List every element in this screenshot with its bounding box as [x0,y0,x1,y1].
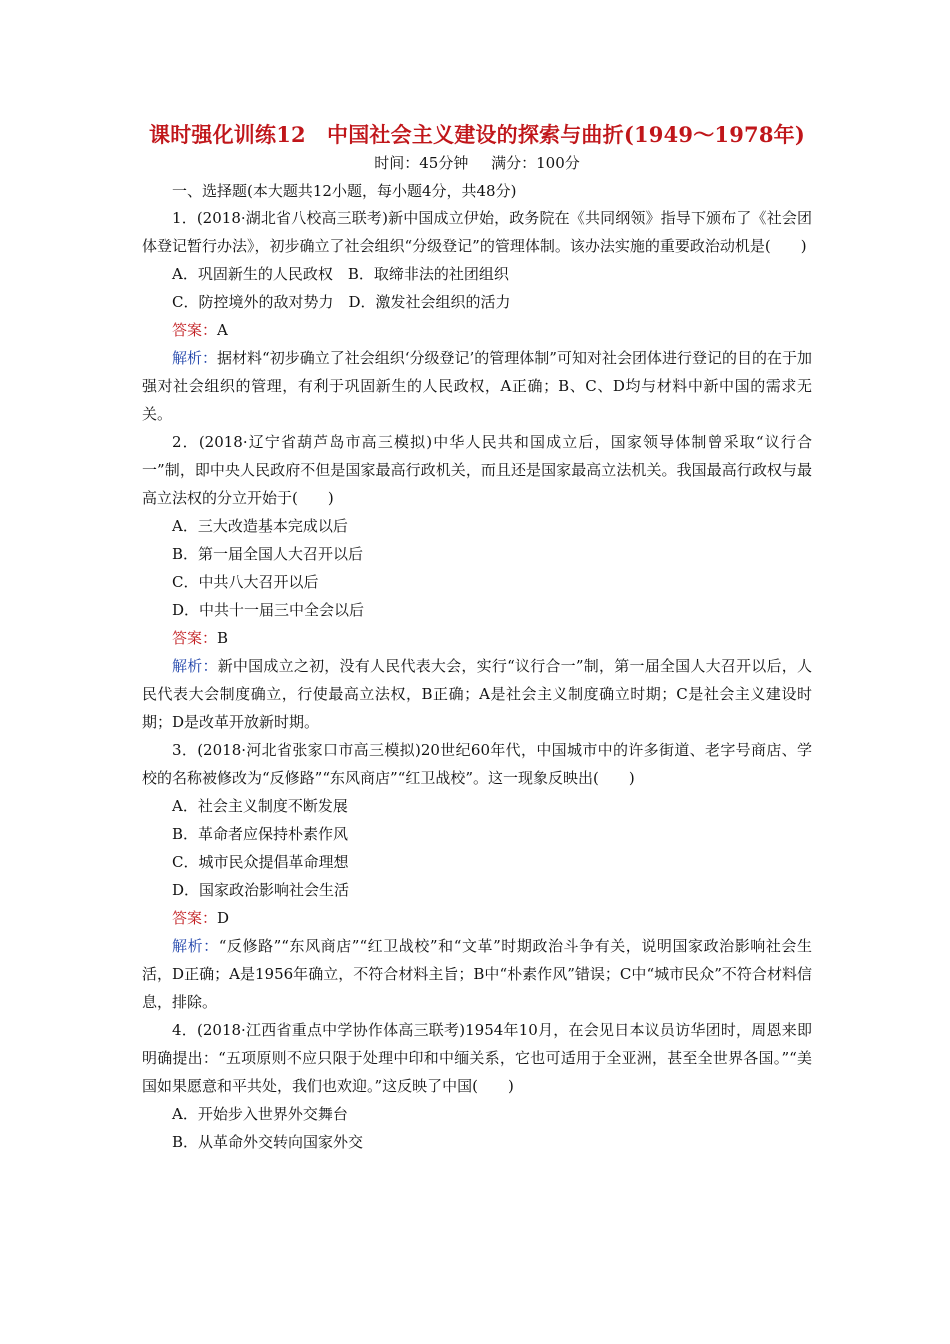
explanation-text: 新中国成立之初，没有人民代表大会，实行“议行合一”制，第一届全国人大召开以后，人民代表大会制度确立，行使最高立法权，B正确；A是社会主义制度确立时期；C是社会主义建设时期；D是改革开放新时期。 [142,657,812,731]
document-page [142,118,812,1156]
explanation-label: 解析： [172,657,218,675]
section-heading: 一、选择题(本大题共12小题，每小题4分，共48分) [172,182,517,200]
answer-label: 答案： [172,909,218,927]
answer-value: B [217,629,229,647]
explanation-text: “反修路”“东风商店”“红卫战校”和“文革”时期政治斗争有关，说明国家政治影响社会生活，D正确；A是1956年确立，不符合材料主旨；B中“朴素作风”错误；C中“城市民众”不符合材料信息，排除。 [142,937,812,1011]
explanation-label: 解析： [172,349,218,367]
exam-meta [142,152,812,174]
explanation [142,652,812,736]
question-stem: 4．(2018·江西省重点中学协作体高三联考)1954年10月，在会见日本议员访华团时，周恩来即明确提出：“五项原则不应只限于处理中印和中缅关系，它也可适用于全亚洲，甚至全世界各国。”“美国如果愿意和平共处，我们也欢迎。”这反映了中国( ) [142,1021,812,1095]
answer-label: 答案： [172,629,218,647]
explanation [142,344,812,428]
answer-line [142,624,812,652]
explanation [142,932,812,1016]
answer-value: A [217,321,228,339]
explanation-label: 解析： [172,937,219,955]
answer-label: 答案： [172,321,218,339]
explanation-text: 据材料“初步确立了社会组织‘分级登记’的管理体制”可知对社会团体进行登记的目的在于加强对社会组织的管理，有利于巩固新生的人民政权，A正确；B、C、D均与材料中新中国的需求无关。 [142,349,812,423]
option-c: C．中共八大召开以后 [172,573,319,591]
full-score: 满分：100分 [491,154,580,172]
option-d: D．中共十一届三中全会以后 [172,601,365,619]
question-stem: 3．(2018·河北省张家口市高三模拟)20世纪60年代，中国城市中的许多街道、老字号商店、学校的名称被修改为“反修路”“东风商店”“红卫战校”。这一现象反映出( ) [142,741,812,787]
question-2 [142,428,812,736]
option-d: D．国家政治影响社会生活 [172,881,350,899]
option-b: B．从革命外交转向国家外交 [172,1133,364,1151]
question-4 [142,1016,812,1156]
question-stem: 1．(2018·湖北省八校高三联考)新中国成立伊始，政务院在《共同纲领》指导下颁布了《社会团体登记暂行办法》，初步确立了社会组织“分级登记”的管理体制。该办法实施的重要政治动机是( ) [142,209,812,255]
option-line: A．巩固新生的人民政权 B．取缔非法的社团组织 [172,265,509,283]
option-c: C．城市民众提倡革命理想 [172,853,349,871]
question-stem: 2．(2018·辽宁省葫芦岛市高三模拟)中华人民共和国成立后，国家领导体制曾采取“议行合一”制，即中央人民政府不但是国家最高行政机关，而且还是国家最高立法机关。我国最高行政权与最高立法权的分立开始于( ) [142,433,812,507]
question-3 [142,736,812,1016]
answer-value: D [217,909,230,927]
question-1 [142,204,812,428]
option-a: A．社会主义制度不断发展 [172,797,348,815]
option-line: C．防控境外的敌对势力 D．激发社会组织的活力 [172,293,511,311]
time-limit: 时间：45分钟 [374,154,469,172]
option-b: B．革命者应保持朴素作风 [172,825,349,843]
answer-line [142,316,812,344]
answer-line [142,904,812,932]
option-a: A．三大改造基本完成以后 [172,517,348,535]
document-title: 课时强化训练12 中国社会主义建设的探索与曲折(1949～1978年) [149,122,805,147]
option-b: B．第一届全国人大召开以后 [172,545,364,563]
option-a: A．开始步入世界外交舞台 [172,1105,348,1123]
